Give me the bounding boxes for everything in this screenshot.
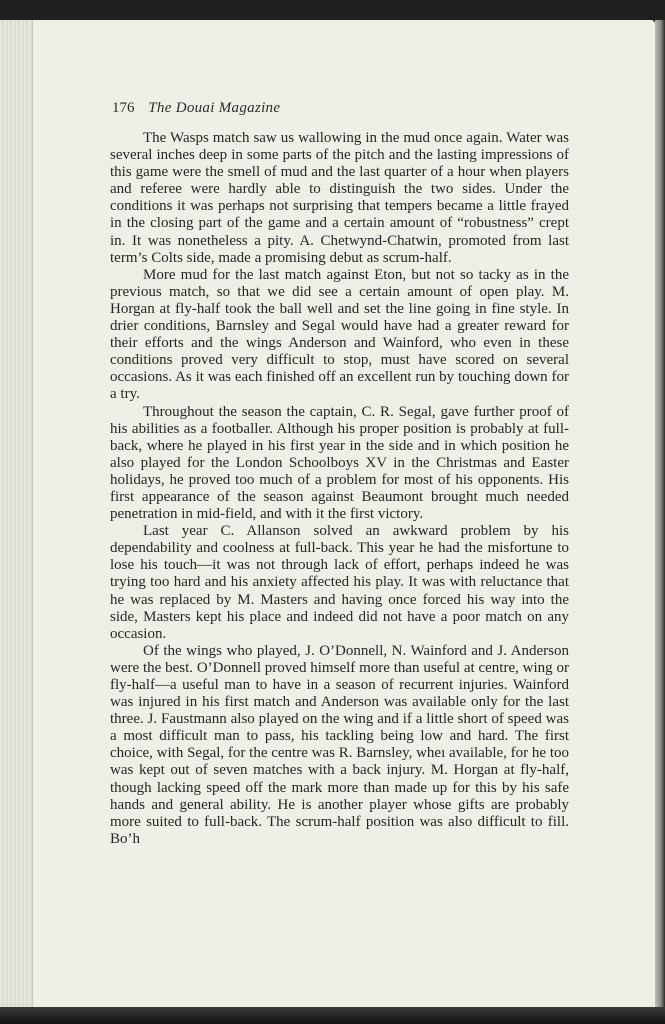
paragraph: Throughout the season the captain, C. R. Segal, gave further proof of his abilities as a footballer. Although his proper position is probably at full-back, where he played in his first year in the side and in which position he also played for the London Schoolboys XV in the Christmas and Easter holidays, he proved too much of a problem for most of his opponents. His first appearance of the season against Beaumont brought much needed penetration in mid-field, and with it the first victory. — [110, 403, 569, 523]
paragraph: The Wasps match saw us wallowing in the mud once again. Water was several inches deep in some parts of the pitch and the lasting impressions of this game were the smell of mud and the last quarter of a hour when players and referee were hardly able to distinguish the two sides. Under the conditions it was perhaps not surprising that tempers became a little frayed in the closing part of the game and a certain amount of “robustness” crept in. It was nonetheless a pity. A. Chetwynd-Chatwin, promoted from last term’s Colts side, made a promising debut as scrum-half. — [110, 130, 569, 266]
paragraph: More mud for the last match against Eton, but not so tacky as in the previous match, so that we did see a certain amount of open play. M. Horgan at fly-half took the ball well and set the line going in fine style. In drier conditions, Barnsley and Segal would have had a greater reward for their efforts and the wings Anderson and Wainford, who even in these conditions proved very difficult to stop, must have scored on several occasions. As it was each finished off an excellent run by touching down for a try. — [110, 266, 569, 403]
scan-bottom-edge — [0, 1007, 665, 1024]
scan-top-edge — [0, 0, 665, 22]
magazine-title: The Douai Magazine — [148, 100, 281, 116]
page-number: 176 — [112, 100, 135, 116]
article-body — [110, 130, 569, 848]
book-page-edges — [0, 20, 33, 1007]
paragraph: Last year C. Allanson solved an awkward problem by his dependability and coolness at full-back. This year he had the misfortune to lose his touch—it was not through lack of effort, perhaps indeed he was trying too hard and his anxiety affected his play. It was with reluctance that he was replaced by M. Masters and having once forced his way into the side, Masters kept his place and indeed did not have a poor match on any occasion. — [110, 523, 569, 642]
running-header — [112, 100, 280, 117]
paragraph: Of the wings who played, J. O’Donnell, N. Wainford and J. Anderson were the best. O’Donnell proved himself more than useful at centre, wing or fly-half—a useful man to have in a season of recurrent injuries. Wainford was injured in his first match and Anderson was available only for the last three. J. Faustmann also played on the wing and if a little short of speed was a most difficult man to pass, his tackling being low and hard. The first choice, with Segal, for the centre was R. Barnsley, wheı available, for he too was kept out of seven matches with a back injury. M. Horgan at fly-half, though lacking speed off the mark more than made up for this by his safe hands and general ability. He is another player whose gifts are probably more suited to full-back. The scrum-half position was also difficult to fill. Bo’h — [110, 642, 569, 847]
book-spine-shadow — [655, 20, 665, 1007]
